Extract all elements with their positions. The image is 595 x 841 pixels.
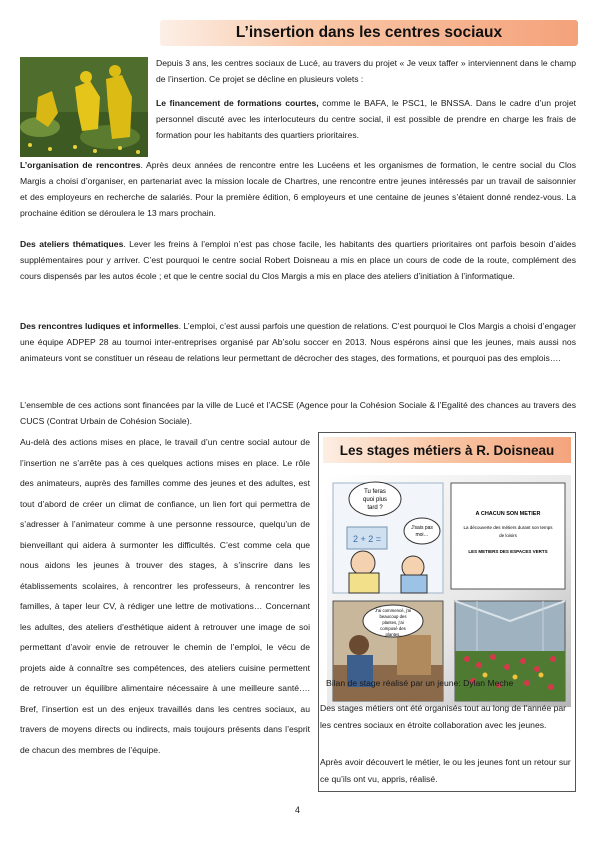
intro-paragraph: Depuis 3 ans, les centres sociaux de Lucé, au travers du projet « Je veux taffer » interviennent dans le champ de l’insertion. Ce projet se décline en plusieurs volets :: [156, 58, 576, 84]
section-meetings: [20, 157, 576, 221]
bubble3-line5: plantes.: [385, 632, 401, 637]
section-workshops: [20, 236, 576, 284]
sign-line2: de loisirs: [499, 533, 517, 538]
sign-line3: LES METIERS DES ESPACES VERTS: [468, 549, 548, 554]
section-text: comme le BAFA, le PSC1, le BNSSA. Dans le cadre d’un projet personnel discuté avec les interlocuteurs du centre social, il est possible de prendre en charge les frais de formation pour les habitants des quartiers prioritaires.: [156, 98, 577, 140]
bubble3-line1: J'ai commencé, j'ai: [374, 608, 412, 613]
stages-box: [318, 432, 576, 792]
box-text-1: Des stages métiers ont été organisés tout au long de l’année par les centres sociaux en étroite collaboration avec les jeunes.: [320, 703, 567, 730]
left-column-text: Au-delà des actions mises en place, le travail d’un centre social autour de l’insertion ne s’arrête pas à ces quelques actions mises en place. Le rôle des animateurs, auprès des familles comme des jeunes et des adultes, est tout d’abord de créer un climat de confiance, un lien fort qui permettra de s’adresser à l’animateur comme à une personne ressource, quelqu’un de bienveillant qui aidera à surmonter les difficultés. C’est comme cela que nous aidons les jeunes à trouver des stages, à s’inscrire dans les établissements scolaires, à rencontrer les professeurs, à rencontrer les familles, à taper leur CV, à rédiger une lettre de motivations… Concernant les adultes, des ateliers d’esthétique aident à retrouver une image de soi permettant d’avoir envie de retrouver le chemin de l’emploi, le vécu de projets aide à connaître ses compétences, des ateliers cuisine permettent de retrouver un équilibre alimentaire nécessaire à une meilleure santé…. Bref, l’insertion est un des enjeux travaillés dans les centres sociaux, au travers de moyens directs ou indirects, mais toujours présents dans l’esprit de chacun des membres de l’équipe.: [20, 437, 310, 755]
bubble1-line1: Tu feras: [364, 489, 386, 495]
section-heading: Le financement de formations courtes,: [156, 98, 319, 108]
section-heading: L’organisation de rencontres: [20, 160, 141, 170]
section-text: . L’emploi, c’est aussi parfois une question de relations. C’est pourquoi le Clos Margis a choisi d’engager une équipe ADPEP 28 au tournoi inter-entreprises organisé par Ab’solu soccer en 2013. Nous espérons ainsi que les jeunes, mais aussi nos animateurs vont se constituer un réseau de relations leur permettant de décrocher des stages, des formations, et pourquoi pas des emplois….: [20, 321, 576, 363]
title-banner: [160, 20, 578, 46]
bubble1-line3: tard ?: [367, 505, 383, 511]
bubble1-line2: quoi plus: [362, 497, 388, 503]
bubble2-line1: J'sais pas: [411, 525, 433, 531]
section-heading: Des rencontres ludiques et informelles: [20, 321, 179, 331]
bubble2-line2: moi…: [415, 532, 429, 538]
bubble3-line3: plantes, j'ai: [382, 620, 404, 625]
section-text: . Après deux années de rencontre entre les Lucéens et les organismes de formation, le centre social du Clos Margis a choisi d’organiser, en partenariat avec la mission locale de Chartres, une rencontre entre jeunes intéressés par un travail de saisonnier et des employeurs en recherche de salariés. Pour la première édition, 6 employeurs et une centaine de jeunes s’étaient donné rendez-vous. La prochaine édition se déroulera le 13 mars prochain.: [20, 160, 576, 218]
section-informal: [20, 318, 576, 366]
bubble3-line4: composé des: [380, 626, 406, 631]
funding-paragraph: L’ensemble de ces actions sont financées par la ville de Lucé et l’ACSE (Agence pour la Cohésion Sociale & l’Egalité des chances au travers des CUCS (Contrat Urbain de Cohésion Sociale).: [20, 400, 576, 426]
sign-title: A CHACUN SON METIER: [475, 511, 541, 517]
section-training: [156, 95, 576, 143]
section-text: . Lever les freins à l’emploi n’est pas chose facile, les habitants des quartiers prioritaires ont parfois besoin d’aides supplémentaires pour y arriver. C’est pourquoi le centre social Robert Doisneau a mis en place un cours de code de la route, complément des cours dispensés par les autos école ; et que le centre social du Clos Margis a mis en place des ateliers d’initiation à l’informatique.: [20, 239, 576, 281]
section-heading: Des ateliers thématiques: [20, 239, 124, 249]
bubble3-line2: beaucoup des: [379, 614, 407, 619]
page-number: 4: [294, 805, 300, 815]
gardeners-photo: [20, 57, 148, 157]
svg-text:2 + 2 =: 2 + 2 =: [352, 534, 382, 544]
page-title: L’insertion dans les centres sociaux: [235, 24, 503, 41]
box-title: Les stages métiers à R. Doisneau: [323, 437, 571, 463]
photo-caption: Bilan de stage réalisé par un jeune: Dylan Meche: [326, 678, 514, 688]
poster-image: [327, 475, 571, 707]
sign-line1: La découverte des métiers durant son temps: [463, 525, 553, 530]
box-text-2: Après avoir découvert le métier, le ou les jeunes font un retour sur ce qu’ils ont vu, appris, réalisé.: [320, 757, 571, 784]
